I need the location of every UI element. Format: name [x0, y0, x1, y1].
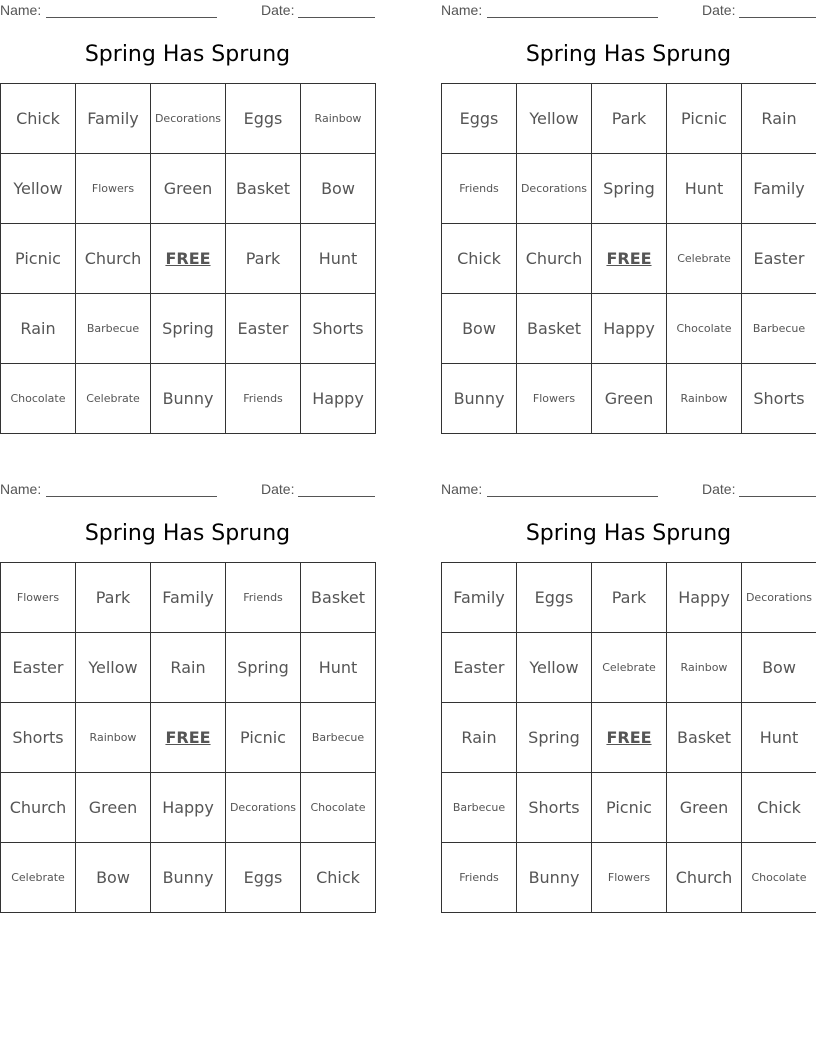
bingo-cell: Family [742, 154, 816, 224]
name-line [46, 496, 217, 497]
bingo-cell: Barbecue [76, 294, 151, 364]
bingo-cell: Shorts [1, 703, 76, 773]
bingo-cell: Park [592, 84, 667, 154]
bingo-cell: Spring [517, 703, 592, 773]
bingo-cell: Barbecue [742, 294, 816, 364]
bingo-cell: Church [76, 224, 151, 294]
bingo-cell: Basket [226, 154, 301, 224]
bingo-cell: Basket [667, 703, 742, 773]
name-line [487, 17, 658, 18]
bingo-card [441, 479, 816, 914]
name-date-header [441, 481, 816, 499]
bingo-cell: Flowers [592, 843, 667, 913]
bingo-cell: Spring [226, 633, 301, 703]
bingo-cell: Family [76, 84, 151, 154]
name-line [487, 496, 658, 497]
bingo-cell: Rainbow [76, 703, 151, 773]
bingo-cell: Hunt [301, 224, 376, 294]
bingo-cell: Hunt [667, 154, 742, 224]
card-title: Spring Has Sprung [525, 42, 732, 67]
bingo-cell: Easter [1, 633, 76, 703]
bingo-cell: Picnic [226, 703, 301, 773]
bingo-cell: Celebrate [592, 633, 667, 703]
bingo-cell: Park [226, 224, 301, 294]
date-line [739, 17, 816, 18]
name-date-header [441, 2, 816, 20]
date-line [298, 17, 375, 18]
date-label: Date: [261, 481, 295, 497]
bingo-cell: Eggs [442, 84, 517, 154]
free-space-cell: FREE [592, 703, 667, 773]
name-date-header [0, 2, 375, 20]
card-title: Spring Has Sprung [84, 42, 291, 67]
name-date-header [0, 481, 375, 499]
bingo-cell: Spring [151, 294, 226, 364]
bingo-cell: Shorts [742, 364, 816, 434]
bingo-cell: Easter [226, 294, 301, 364]
bingo-cell: Decorations [517, 154, 592, 224]
bingo-cell: Rainbow [667, 633, 742, 703]
date-label: Date: [261, 2, 295, 18]
bingo-cell: Celebrate [667, 224, 742, 294]
bingo-cell: Chocolate [301, 773, 376, 843]
bingo-cell: Bow [301, 154, 376, 224]
bingo-cell: Rainbow [301, 84, 376, 154]
bingo-cell: Bunny [151, 364, 226, 434]
card-title: Spring Has Sprung [84, 521, 291, 546]
bingo-card [0, 479, 375, 914]
bingo-cell: Rain [742, 84, 816, 154]
bingo-cell: Picnic [667, 84, 742, 154]
bingo-cell: Chocolate [1, 364, 76, 434]
bingo-cell: Friends [442, 843, 517, 913]
free-space-cell: FREE [151, 703, 226, 773]
bingo-cell: Chick [742, 773, 816, 843]
bingo-cell: Flowers [517, 364, 592, 434]
bingo-cell: Rain [442, 703, 517, 773]
bingo-grid [0, 562, 376, 913]
bingo-cell: Green [76, 773, 151, 843]
bingo-cell: Happy [667, 563, 742, 633]
bingo-cell: Basket [301, 563, 376, 633]
bingo-cell: Green [592, 364, 667, 434]
bingo-cell: Flowers [76, 154, 151, 224]
date-line [298, 496, 375, 497]
name-label: Name: [0, 481, 42, 497]
bingo-cell: Friends [442, 154, 517, 224]
bingo-cell: Park [76, 563, 151, 633]
date-line [739, 496, 816, 497]
bingo-cell: Barbecue [301, 703, 376, 773]
bingo-grid [441, 562, 816, 913]
bingo-cell: Celebrate [76, 364, 151, 434]
bingo-cell: Yellow [1, 154, 76, 224]
bingo-cell: Eggs [226, 84, 301, 154]
bingo-cell: Barbecue [442, 773, 517, 843]
bingo-cell: Family [442, 563, 517, 633]
bingo-card [441, 0, 816, 435]
bingo-cell: Eggs [226, 843, 301, 913]
date-label: Date: [702, 2, 736, 18]
bingo-cell: Celebrate [1, 843, 76, 913]
bingo-cell: Easter [442, 633, 517, 703]
bingo-cell: Flowers [1, 563, 76, 633]
bingo-cell: Picnic [1, 224, 76, 294]
bingo-cell: Rainbow [667, 364, 742, 434]
bingo-cell: Spring [592, 154, 667, 224]
bingo-cell: Green [667, 773, 742, 843]
bingo-cell: Chick [1, 84, 76, 154]
bingo-cell: Church [517, 224, 592, 294]
bingo-cell: Bow [742, 633, 816, 703]
bingo-cell: Church [667, 843, 742, 913]
bingo-cell: Eggs [517, 563, 592, 633]
date-label: Date: [702, 481, 736, 497]
bingo-cell: Chick [301, 843, 376, 913]
bingo-cell: Rain [1, 294, 76, 364]
bingo-cell: Bow [442, 294, 517, 364]
card-title: Spring Has Sprung [525, 521, 732, 546]
bingo-cell: Park [592, 563, 667, 633]
bingo-cell: Bunny [442, 364, 517, 434]
bingo-cell: Chocolate [667, 294, 742, 364]
bingo-cell: Friends [226, 563, 301, 633]
bingo-cell: Hunt [742, 703, 816, 773]
bingo-cell: Happy [301, 364, 376, 434]
name-label: Name: [0, 2, 42, 18]
bingo-cell: Church [1, 773, 76, 843]
bingo-cell: Chick [442, 224, 517, 294]
bingo-cell: Bow [76, 843, 151, 913]
bingo-cell: Rain [151, 633, 226, 703]
name-label: Name: [441, 2, 483, 18]
bingo-cell: Basket [517, 294, 592, 364]
bingo-cell: Decorations [742, 563, 816, 633]
bingo-cell: Shorts [517, 773, 592, 843]
name-line [46, 17, 217, 18]
bingo-cell: Happy [592, 294, 667, 364]
bingo-cell: Bunny [151, 843, 226, 913]
bingo-cell: Chocolate [742, 843, 816, 913]
bingo-cell: Yellow [76, 633, 151, 703]
bingo-cell: Yellow [517, 84, 592, 154]
bingo-cell: Yellow [517, 633, 592, 703]
bingo-card [0, 0, 375, 435]
bingo-cell: Bunny [517, 843, 592, 913]
bingo-grid [441, 83, 816, 434]
free-space-cell: FREE [592, 224, 667, 294]
bingo-cell: Picnic [592, 773, 667, 843]
bingo-cell: Green [151, 154, 226, 224]
bingo-cell: Shorts [301, 294, 376, 364]
name-label: Name: [441, 481, 483, 497]
bingo-cell: Easter [742, 224, 816, 294]
bingo-cell: Family [151, 563, 226, 633]
bingo-cell: Happy [151, 773, 226, 843]
bingo-cell: Friends [226, 364, 301, 434]
free-space-cell: FREE [151, 224, 226, 294]
bingo-cell: Decorations [151, 84, 226, 154]
bingo-cell: Decorations [226, 773, 301, 843]
bingo-grid [0, 83, 376, 434]
bingo-cell: Hunt [301, 633, 376, 703]
